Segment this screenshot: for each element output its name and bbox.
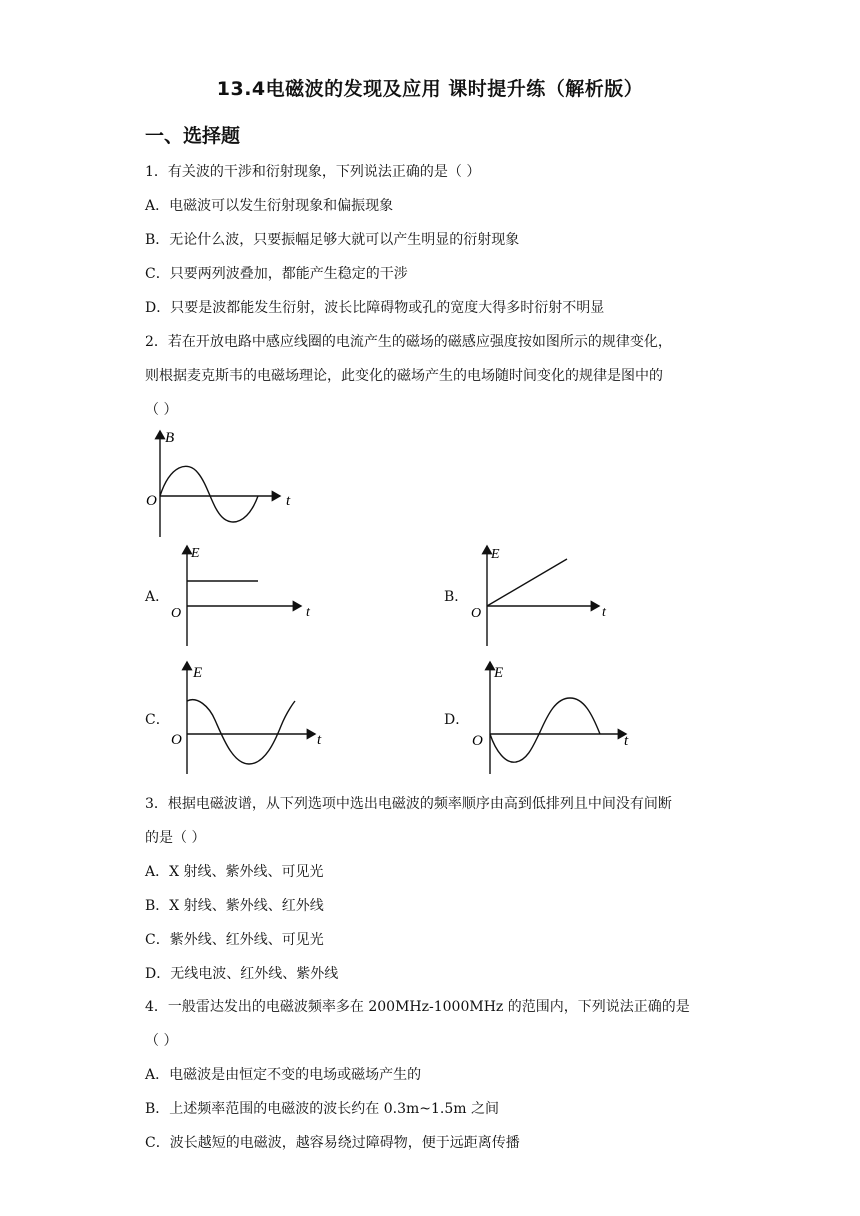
svg-text:E: E (491, 547, 500, 562)
origin-label: O (146, 493, 157, 509)
sine-curve (160, 466, 258, 522)
q1-stem: 1．有关波的干涉和衍射现象，下列说法正确的是（ ） (145, 164, 481, 180)
q1-option-b: B．无论什么波，只要振幅足够大就可以产生明显的衍射现象 (145, 232, 520, 248)
q1-option-c: C．只要两列波叠加，都能产生稳定的干涉 (145, 266, 408, 282)
q1-option-d: D．只要是波都能发生衍射，波长比障碍物或孔的宽度大得多时衍射不明显 (145, 300, 605, 316)
q3-option-c: C．紫外线、红外线、可见光 (145, 932, 324, 948)
q2-main-graph (140, 425, 310, 540)
svg-text:E: E (193, 665, 203, 681)
cosine-curve (187, 700, 295, 764)
svg-text:E: E (494, 665, 504, 681)
q3-stem-line2: 的是（ ） (145, 830, 206, 846)
svg-text:O: O (472, 733, 483, 749)
q4-option-b: B．上述频率范围的电磁波的波长约在 0.3m~1.5m 之间 (145, 1101, 499, 1117)
q2-stem-line3: （ ） (145, 402, 178, 418)
section-heading: 一、选择题 (145, 125, 241, 147)
q4-stem-line1: 4．一般雷达发出的电磁波频率多在 200MHz-1000MHz 的范围内，下列说法正确的是 (145, 999, 690, 1015)
q2-option-b-label: B． (444, 589, 469, 605)
q2-option-a-label: A． (145, 589, 170, 605)
svg-text:O: O (171, 606, 182, 621)
q4-option-c: C．波长越短的电磁波，越容易绕过障碍物，便于远距离传播 (145, 1135, 520, 1151)
q1-option-a: A．电磁波可以发生衍射现象和偏振现象 (145, 198, 394, 214)
q2-option-d-label: D． (444, 712, 470, 728)
svg-text:t: t (602, 605, 606, 620)
svg-text:t: t (624, 733, 629, 749)
q4-stem-line2: （ ） (145, 1033, 178, 1049)
svg-text:O: O (471, 606, 482, 621)
page-title: 13.4电磁波的发现及应用 课时提升练（解析版） (216, 78, 644, 100)
q2-option-d-graph (466, 656, 641, 776)
q3-stem-line1: 3．根据电磁波谱，从下列选项中选出电磁波的频率顺序由高到低排列且中间没有间断 (145, 796, 672, 812)
svg-text:O: O (171, 732, 182, 748)
q2-option-b-graph (465, 540, 625, 650)
q3-option-b: B．X 射线、紫外线、红外线 (145, 898, 324, 914)
y-axis-label: B (165, 430, 175, 446)
x-axis-label: t (286, 493, 291, 509)
q3-option-d: D．无线电波、红外线、紫外线 (145, 966, 339, 982)
q2-option-c-graph (165, 656, 340, 776)
svg-text:t: t (306, 605, 310, 620)
neg-sine-curve (490, 698, 600, 762)
q2-option-c-label: C． (145, 712, 170, 728)
svg-text:t: t (317, 732, 322, 748)
q4-option-a: A．电磁波是由恒定不变的电场或磁场产生的 (145, 1067, 422, 1083)
q2-stem-line1: 2．若在开放电路中感应线圈的电流产生的磁场的磁感应强度按如图所示的规律变化， (145, 334, 672, 350)
linear-line (487, 559, 567, 606)
q2-stem-line2: 则根据麦克斯韦的电磁场理论，此变化的磁场产生的电场随时间变化的规律是图中的 (145, 368, 663, 384)
q2-option-a-graph (165, 540, 325, 650)
q3-option-a: A．X 射线、紫外线、可见光 (145, 864, 324, 880)
svg-text:E: E (191, 546, 200, 561)
